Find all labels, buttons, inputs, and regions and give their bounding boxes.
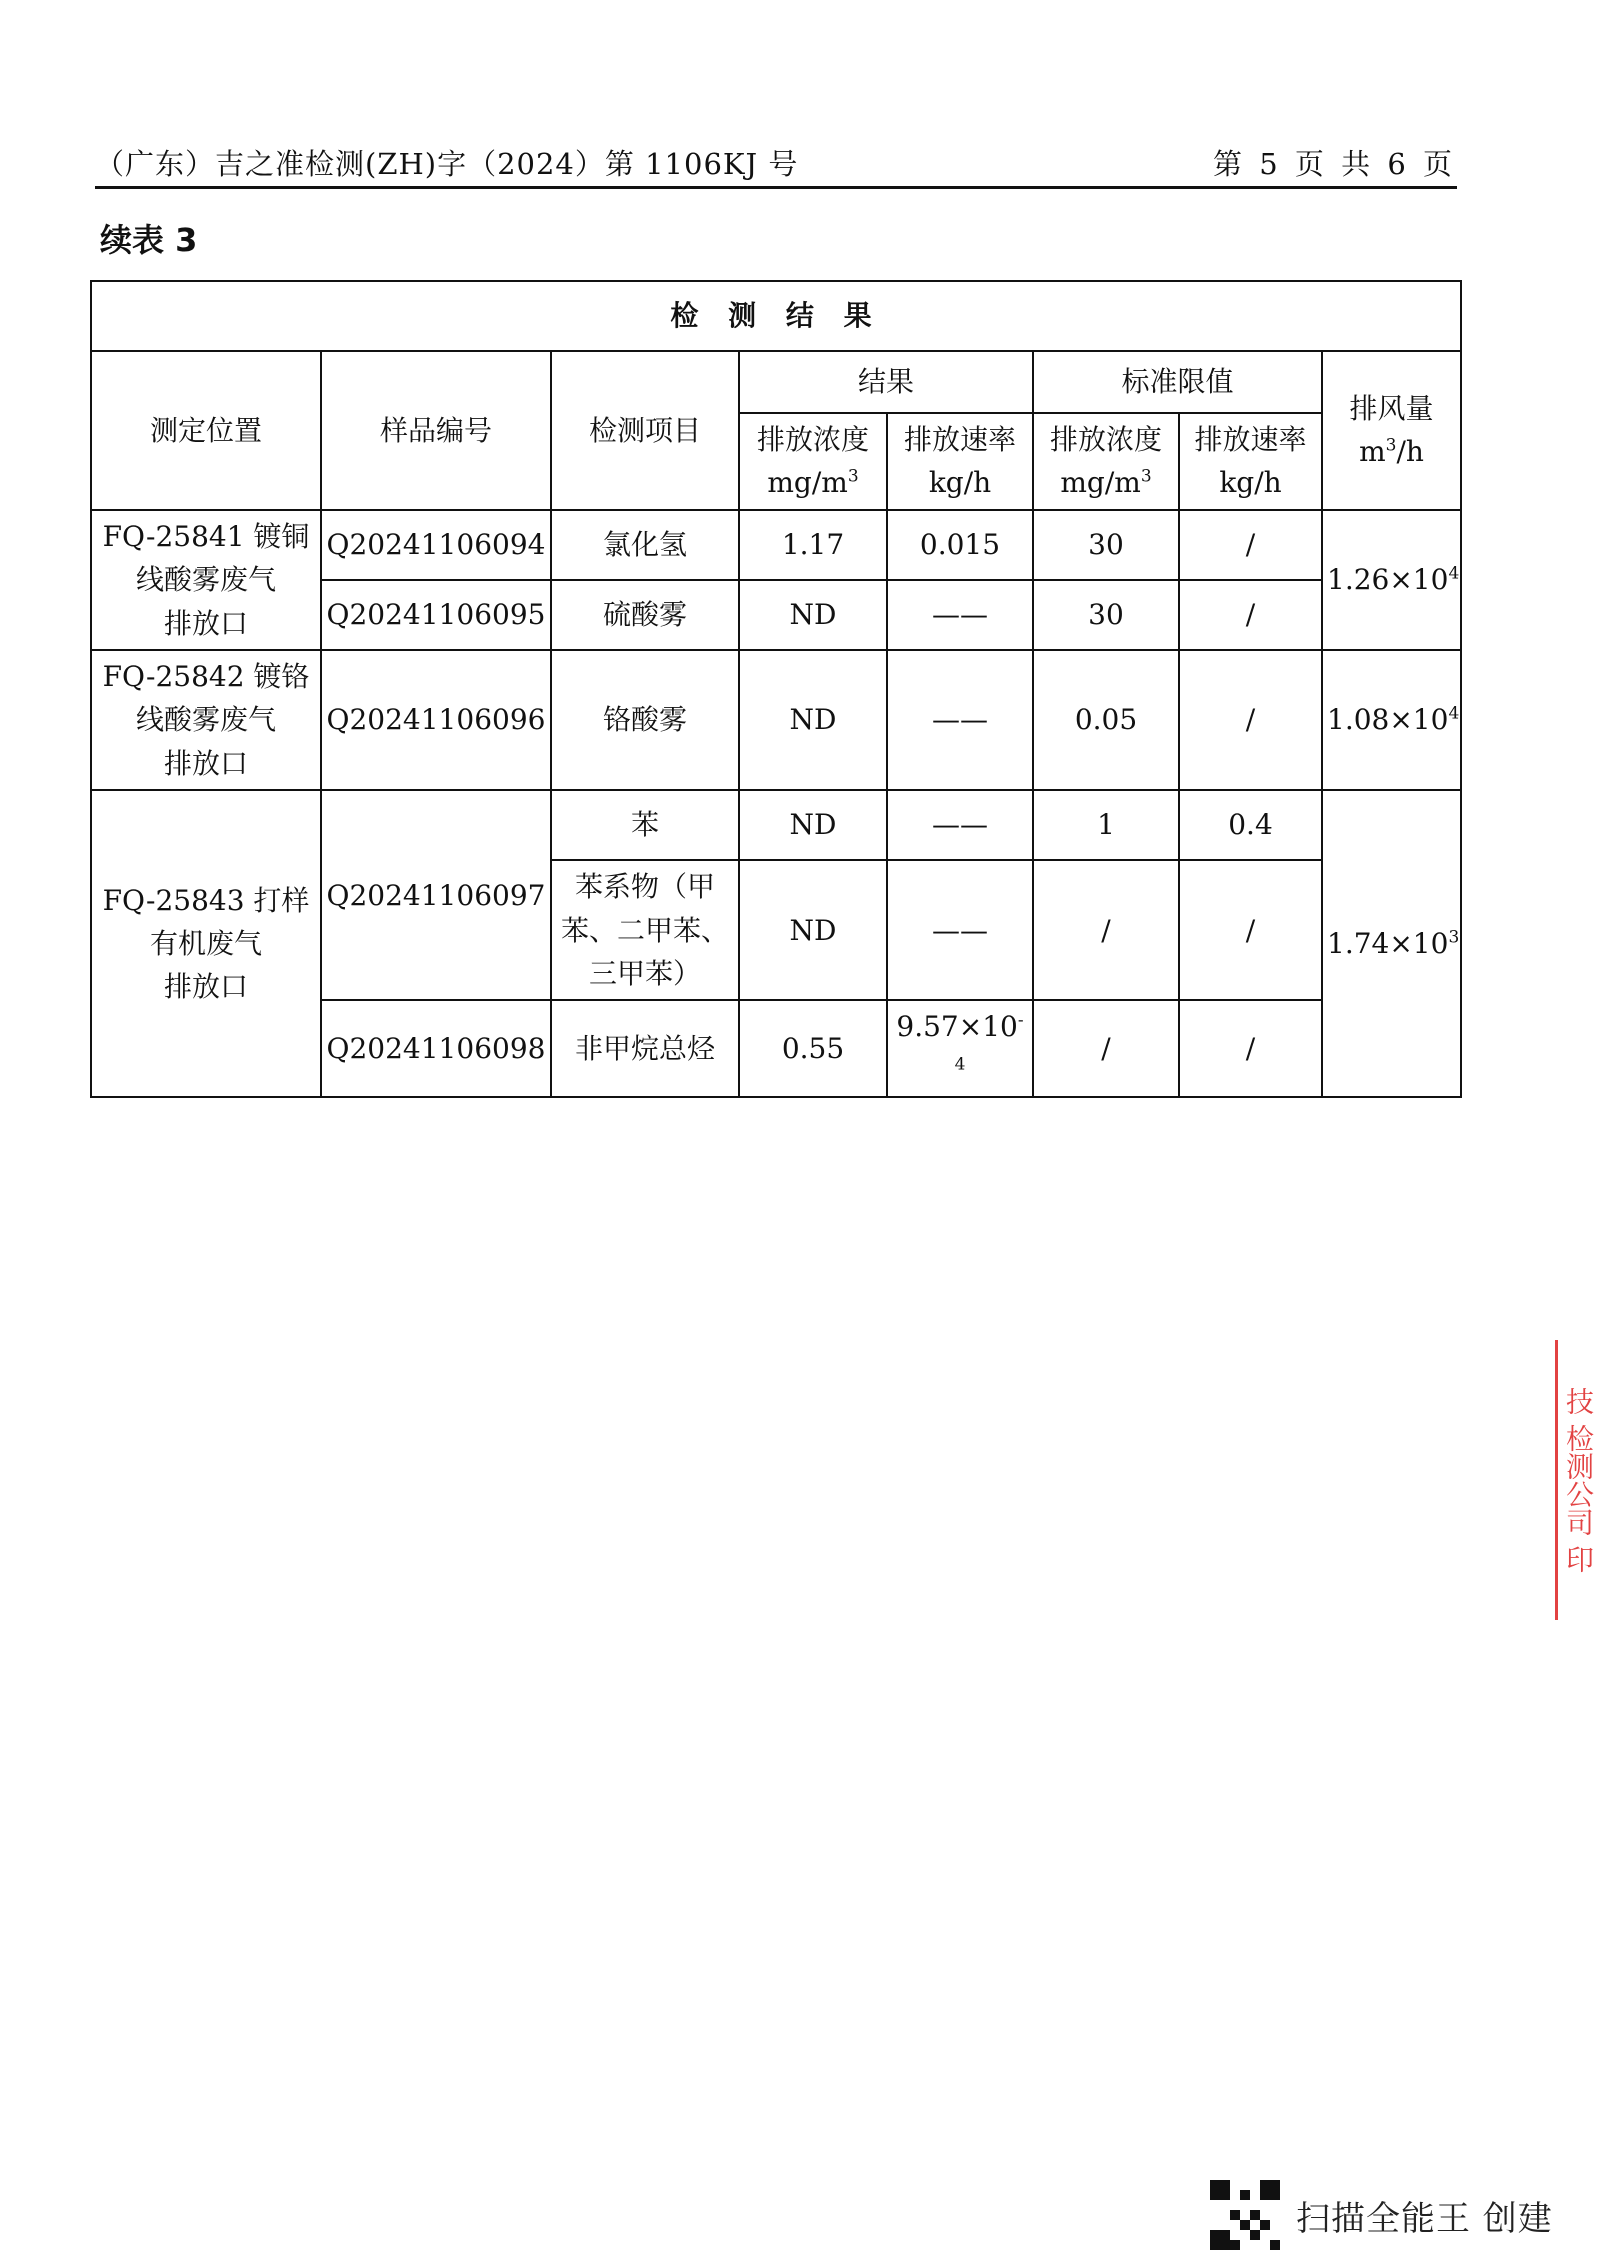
conc-cell: 0.55 — [739, 1000, 887, 1097]
conc-cell: ND — [739, 580, 887, 650]
header-sample-no: 样品编号 — [321, 351, 551, 510]
std-conc-cell: 30 — [1033, 510, 1179, 580]
conc-cell: ND — [739, 860, 887, 1000]
std-rate-cell: 0.4 — [1179, 790, 1322, 860]
sample-cell: Q20241106097 — [321, 790, 551, 1000]
std-conc-cell: 0.05 — [1033, 650, 1179, 790]
header-location: 测定位置 — [91, 351, 321, 510]
results-table — [90, 280, 1462, 1098]
rate-cell: $9.57\times 10^{-4}$ — [887, 1000, 1033, 1097]
std-rate-cell: / — [1179, 650, 1322, 790]
std-conc-cell: 1 — [1033, 790, 1179, 860]
std-conc-cell: / — [1033, 860, 1179, 1000]
rate-cell: —— — [887, 580, 1033, 650]
sample-cell: Q20241106098 — [321, 1000, 551, 1097]
header-result: 结果 — [739, 351, 1033, 413]
airflow-cell: $1.26\times 10^4$ — [1322, 510, 1461, 650]
report-number: （广东）吉之准检测(ZH)字（2024）第 1106KJ 号 — [95, 147, 799, 181]
std-rate-cell: / — [1179, 510, 1322, 580]
qr-code-icon — [1210, 2180, 1280, 2250]
conc-cell: 1.17 — [739, 510, 887, 580]
item-cell: 非甲烷总烃 — [551, 1000, 739, 1097]
rate-cell: —— — [887, 650, 1033, 790]
sample-cell: Q20241106095 — [321, 580, 551, 650]
airflow-unit: $m^3/h$ — [1359, 435, 1424, 469]
page-indicator: 第 5 页 共 6 页 — [1213, 147, 1453, 181]
rate-cell: —— — [887, 860, 1033, 1000]
std-conc-cell: / — [1033, 1000, 1179, 1097]
std-rate-cell: / — [1179, 580, 1322, 650]
sample-cell: Q20241106094 — [321, 510, 551, 580]
header-item: 检测项目 — [551, 351, 739, 510]
airflow-label: 排风量 — [1349, 392, 1434, 425]
table-row — [91, 650, 1461, 790]
header-result-rate: 排放速率 kg/h — [887, 413, 1033, 510]
rate-cell: —— — [887, 790, 1033, 860]
std-conc-cell: 30 — [1033, 580, 1179, 650]
header-std-conc: 排放浓度 $mg/m^3$ — [1033, 413, 1179, 510]
header-result-conc: 排放浓度 $mg/m^3$ — [739, 413, 887, 510]
item-cell: 硫酸雾 — [551, 580, 739, 650]
airflow-cell: $1.08\times 10^4$ — [1322, 650, 1461, 790]
table-row — [91, 510, 1461, 580]
airflow-cell: $1.74\times 10^3$ — [1322, 790, 1461, 1097]
scanner-caption: 扫描全能王 创建 — [1296, 2198, 1553, 2239]
rate-cell: 0.015 — [887, 510, 1033, 580]
table-row — [91, 790, 1461, 860]
scanner-watermark — [1210, 2180, 1553, 2250]
item-cell: 苯系物（甲 苯、二甲苯、 三甲苯） — [551, 860, 739, 1000]
item-cell: 氯化氢 — [551, 510, 739, 580]
location-cell: FQ-25841 镀铜 线酸雾废气 排放口 — [91, 510, 321, 650]
sample-cell: Q20241106096 — [321, 650, 551, 790]
company-seal: 技 检测公司 印 — [1555, 1340, 1598, 1620]
table-continuation-title: 续表 3 — [100, 221, 198, 259]
item-cell: 苯 — [551, 790, 739, 860]
location-cell: FQ-25843 打样 有机废气 排放口 — [91, 790, 321, 1097]
header-std-rate: 排放速率 kg/h — [1179, 413, 1322, 510]
location-cell: FQ-25842 镀铬 线酸雾废气 排放口 — [91, 650, 321, 790]
header-divider — [95, 186, 1457, 189]
std-rate-cell: / — [1179, 1000, 1322, 1097]
item-cell: 铬酸雾 — [551, 650, 739, 790]
std-rate-cell: / — [1179, 860, 1322, 1000]
conc-cell: ND — [739, 650, 887, 790]
header-standard: 标准限值 — [1033, 351, 1322, 413]
conc-cell: ND — [739, 790, 887, 860]
table-title: 检 测 结 果 — [91, 281, 1461, 351]
header-airflow — [1322, 351, 1461, 510]
